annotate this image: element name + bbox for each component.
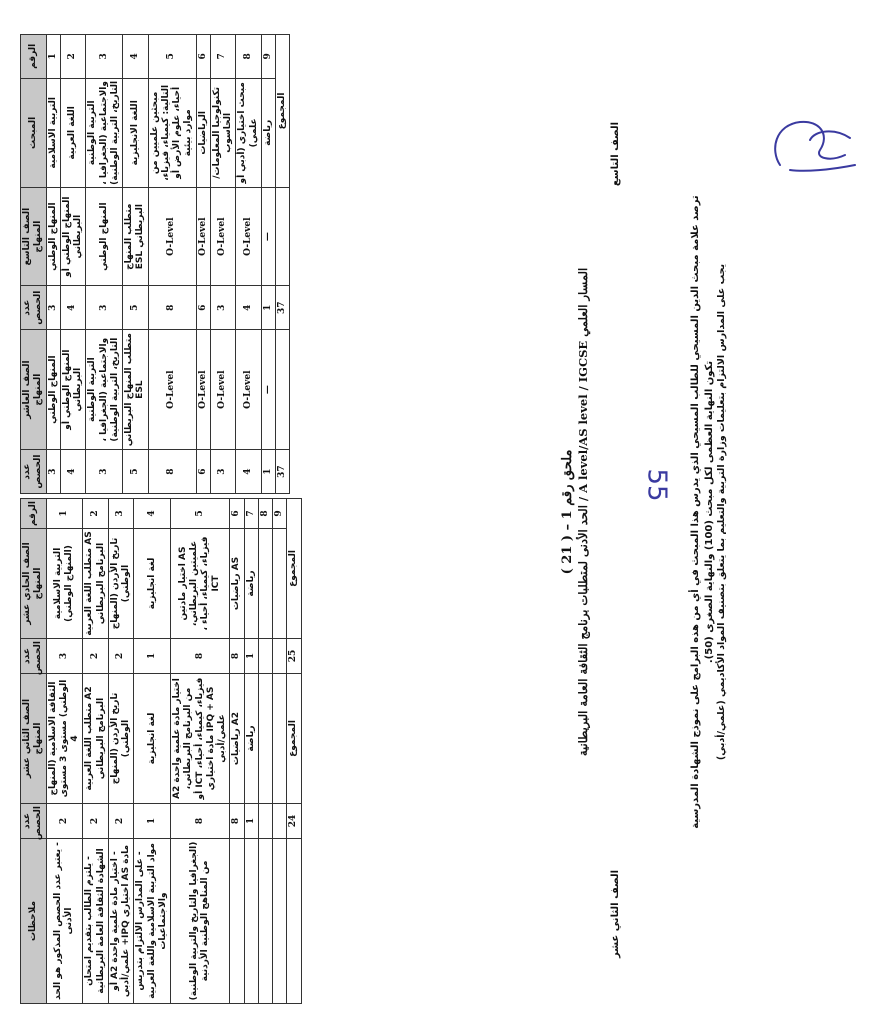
- row-g10-periods: 4: [236, 450, 262, 494]
- row-number: 2: [60, 35, 86, 79]
- row-g12-periods: 1: [244, 804, 258, 839]
- g9-curriculum-header: المنهاج: [33, 220, 44, 253]
- row-g11-curriculum: AS رياضيات: [230, 529, 244, 639]
- row-note: [273, 839, 287, 1004]
- col-g12-periods: عدد الحصص: [21, 804, 47, 839]
- table-row: [123, 35, 149, 494]
- row-number: 7: [210, 35, 236, 79]
- table-row: [210, 35, 236, 494]
- totals-g10: 37: [276, 450, 290, 494]
- totals-g12: 24: [287, 804, 301, 839]
- row-g9-curriculum: متطلب المنهاج البريطاني ESL: [123, 187, 149, 285]
- row-subject: تكنولوجيا المعلومات/ الحاسوب: [210, 78, 236, 187]
- row-g9-curriculum: المنهاج الوطني أو البريطاني: [60, 187, 86, 285]
- totals-label: المجموع: [276, 35, 290, 188]
- row-g10-periods: 3: [210, 450, 236, 494]
- grade9-label: الصف التاسع: [610, 121, 621, 187]
- col-g9-curriculum: [21, 187, 47, 285]
- row-g11-curriculum: لغة انجليزية: [134, 529, 171, 639]
- row-g12-curriculum: لغة انجليزية: [134, 674, 171, 804]
- row-g9-curriculum: O-Level: [196, 187, 210, 285]
- row-subject: مبحث اختياري (أدبي أو علمي): [236, 78, 262, 187]
- row-number: 6: [196, 35, 210, 79]
- row-g12-curriculum: رياضة: [244, 674, 258, 804]
- row-note: [258, 839, 272, 1004]
- col-g12-curriculum: [21, 674, 47, 804]
- grade12-label: الصف الثاني عشر: [610, 869, 621, 959]
- row-g11-periods: 2: [83, 639, 109, 674]
- row-number: 4: [123, 35, 149, 79]
- row-g12-curriculum: A2 رياضيات: [230, 674, 244, 804]
- row-g9-periods: 3: [210, 286, 236, 330]
- row-number: 7: [244, 499, 258, 529]
- totals-label: المجموع: [287, 499, 301, 639]
- row-note: [244, 839, 258, 1004]
- table-row: [86, 35, 123, 494]
- row-number: 8: [236, 35, 262, 79]
- annex-label: ملحق رقم: [560, 449, 575, 506]
- row-g10-curriculum: O-Level: [148, 330, 196, 450]
- table-row: [196, 35, 210, 494]
- col-g11-curriculum: [21, 529, 47, 639]
- row-g9-periods: 4: [60, 286, 86, 330]
- col-g11-periods: عدد الحصص: [21, 639, 47, 674]
- page-number: 55: [641, 468, 672, 502]
- row-g10-curriculum: المنهاج الوطني أو البريطاني: [60, 330, 86, 450]
- row-g11-curriculum: التربية الاسلامية (المنهاج الوطني): [46, 529, 83, 639]
- row-g12-curriculum: اختيار مادة علمية واحدة A2 من البرنامج البريطاني، فيزياء، كيمياء، أحياء، ICT أو IPQ + AS مادة اختياري علمي/أدبي: [171, 674, 230, 804]
- row-subject: رياضة: [261, 78, 275, 187]
- row-g9-curriculum: —: [261, 187, 275, 285]
- row-number: 1: [46, 35, 60, 79]
- row-g12-curriculum: تاريخ الأردن (المنهاج الوطني): [108, 674, 134, 804]
- row-g10-periods: 6: [196, 450, 210, 494]
- row-number: 9: [261, 35, 275, 79]
- table-grades-9-10: [20, 34, 290, 494]
- row-g9-periods: 6: [196, 286, 210, 330]
- table-row: [46, 499, 83, 1004]
- totals-g11: 25: [287, 639, 301, 674]
- table-row: [60, 35, 86, 494]
- row-g10-periods: 3: [46, 450, 60, 494]
- row-g10-curriculum: O-Level: [210, 330, 236, 450]
- row-g11-periods: 8: [230, 639, 244, 674]
- row-note: [230, 839, 244, 1004]
- signature-mark: [760, 110, 870, 180]
- row-note: - يعتبر عدد الحصص المذكور هو الحد الأدنى: [46, 839, 83, 1004]
- row-note: - يلتزم الطالب بتقديم امتحان الشهادة الثقافة العامة البريطانية: [83, 839, 109, 1004]
- row-g11-curriculum: رياضة: [244, 529, 258, 639]
- table-row: [258, 499, 272, 1004]
- row-subject: التربية الوطنية والاجتماعية (الجغرافيا ، التاريخ، التربية الوطنية): [86, 78, 123, 187]
- footnote-3: يجب على المدارس الالتزام بتعليمات وزارة التربية والتعليم بما يتعلق بتصنيف المواد الأكاديمي (علمي/أدبي): [716, 263, 727, 761]
- row-g9-curriculum: O-Level: [236, 187, 262, 285]
- row-g11-curriculum: [258, 529, 272, 639]
- row-g12-periods: 2: [108, 804, 134, 839]
- row-g12-periods: 2: [46, 804, 83, 839]
- row-g10-curriculum: متطلب المنهاج البريطاني ESL: [123, 330, 149, 450]
- row-g11-curriculum: AS اختيار مادتين علميتين البريطاني، فيزياء، كيمياء، أحياء ، ICT: [171, 529, 230, 639]
- row-g12-curriculum: [273, 674, 287, 804]
- table-row: [83, 499, 109, 1004]
- g12-header: الصف الثاني عشر: [22, 698, 32, 779]
- table-row: [236, 35, 262, 494]
- totals-row: [276, 35, 290, 494]
- row-g11-periods: [258, 639, 272, 674]
- row-g10-curriculum: —: [261, 330, 275, 450]
- row-note: - على المدارس الالتزام بتدريس مواد التربية الاسلامية واللغة العربية والاجتماعيات: [134, 839, 171, 1004]
- row-g11-periods: 3: [46, 639, 83, 674]
- table-row: [273, 499, 287, 1004]
- row-g12-periods: [273, 804, 287, 839]
- row-g11-periods: 2: [108, 639, 134, 674]
- row-g12-periods: [258, 804, 272, 839]
- row-g10-curriculum: O-Level: [236, 330, 262, 450]
- row-g11-periods: 1: [244, 639, 258, 674]
- row-number: 6: [230, 499, 244, 529]
- col-notes: ملاحظات: [21, 839, 47, 1004]
- row-number: 4: [134, 499, 171, 529]
- col-g10-periods: عدد الحصص: [21, 450, 47, 494]
- g11-curriculum-header: المنهاج: [33, 567, 44, 600]
- row-g12-periods: 8: [171, 804, 230, 839]
- table-grades-11-12: [20, 498, 302, 1004]
- row-g9-curriculum: المنهاج الوطني: [46, 187, 60, 285]
- row-g10-periods: 4: [60, 450, 86, 494]
- row-number: 5: [148, 35, 196, 79]
- row-subject: اللغة العربية: [60, 78, 86, 187]
- footnote-2: تكون النهاية العظمى لكل مبحث (100) والنهاية الصغرى (50).: [704, 360, 715, 664]
- row-g9-curriculum: O-Level: [210, 187, 236, 285]
- row-g12-curriculum: A2 متطلب اللغة العربية البرنامج البريطاني: [83, 674, 109, 804]
- row-g9-periods: 1: [261, 286, 275, 330]
- totals-label: المجموع: [287, 674, 301, 804]
- row-g10-curriculum: O-Level: [196, 330, 210, 450]
- row-g10-curriculum: التربية الوطنية والاجتماعية (الجغرافيا ، التاريخ، التربية الوطنية): [86, 330, 123, 450]
- col-number: الرقم: [21, 35, 47, 79]
- row-g9-curriculum: المنهاج الوطني: [86, 187, 123, 285]
- row-g9-curriculum: O-Level: [148, 187, 196, 285]
- table-row: [46, 35, 60, 494]
- row-g10-periods: 1: [261, 450, 275, 494]
- g9-header: الصف التاسع: [22, 207, 32, 266]
- annex-title: [560, 0, 575, 1024]
- g10-curriculum-header: المنهاج: [33, 373, 44, 406]
- table-row: [261, 35, 275, 494]
- row-g11-curriculum: [273, 529, 287, 639]
- row-subject: مبحثين علميين من التالية: كيمياء، فيزياء، أحياء، علوم الأرض أو موارد بيئية: [148, 78, 196, 187]
- row-g10-periods: 3: [86, 450, 123, 494]
- row-number: 1: [46, 499, 83, 529]
- col-subject: المبحث: [21, 78, 47, 187]
- g11-header: الصف الحادي عشر: [22, 542, 32, 625]
- row-subject: اللغة الانجليزية: [123, 78, 149, 187]
- row-g10-curriculum: المنهاج الوطني: [46, 330, 60, 450]
- row-note: (الجغرافيا والتاريخ والتربية الوطنية) من المناهج الوطنية الأردنية: [171, 839, 230, 1004]
- row-g9-periods: 5: [123, 286, 149, 330]
- row-g11-periods: 8: [171, 639, 230, 674]
- row-g9-periods: 3: [86, 286, 123, 330]
- totals-notes-spacer: [287, 839, 301, 1004]
- col-number-2: الرقم: [21, 499, 47, 529]
- row-number: 8: [258, 499, 272, 529]
- totals-g9-spacer: [276, 187, 290, 285]
- totals-row: [287, 499, 301, 1004]
- totals-g10-spacer: [276, 330, 290, 450]
- row-g11-curriculum: تاريخ الأردن (المنهاج الوطني): [108, 529, 134, 639]
- table-row: [244, 499, 258, 1004]
- row-number: 9: [273, 499, 287, 529]
- row-number: 3: [86, 35, 123, 79]
- row-g10-periods: 8: [148, 450, 196, 494]
- row-g12-periods: 8: [230, 804, 244, 839]
- row-g11-curriculum: AS متطلب اللغة العربية البرنامج البريطاني: [83, 529, 109, 639]
- g10-header: الصف العاشر: [22, 360, 32, 419]
- row-subject: التربية الاسلامية: [46, 78, 60, 187]
- program-title: المسار العلمي A level/AS level / IGCSE / الحد الأدنى لمتطلبات برنامج الثقافة العامة البريطانية: [576, 267, 590, 757]
- row-note: - اختيار مادة علمية واحدة A2 أو مادة AS اختياري IPQ+ علمي/أدبي: [108, 839, 134, 1004]
- row-g9-periods: 8: [148, 286, 196, 330]
- col-g10-curriculum: [21, 330, 47, 450]
- row-g10-periods: 5: [123, 450, 149, 494]
- row-g9-periods: 4: [236, 286, 262, 330]
- table-row: [230, 499, 244, 1004]
- row-number: 2: [83, 499, 109, 529]
- col-g9-periods: عدد الحصص: [21, 286, 47, 330]
- row-subject: الرياضيات: [196, 78, 210, 187]
- row-number: 5: [171, 499, 230, 529]
- totals-g9: 37: [276, 286, 290, 330]
- annex-number: 1 – ( 21 ): [560, 510, 575, 575]
- row-number: 3: [108, 499, 134, 529]
- table-row: [148, 35, 196, 494]
- row-g11-periods: [273, 639, 287, 674]
- row-g12-curriculum: الثقافة الاسلامية (المنهاج الوطني) مستوى 3 مستوى 4: [46, 674, 83, 804]
- g12-curriculum-header: المنهاج: [33, 722, 44, 755]
- table-row: [108, 499, 134, 1004]
- row-g12-curriculum: [258, 674, 272, 804]
- table-row: [134, 499, 171, 1004]
- row-g12-periods: 2: [83, 804, 109, 839]
- row-g9-periods: 3: [46, 286, 60, 330]
- table-row: [171, 499, 230, 1004]
- footnote-1: ترصد علامة مبحث الدين المسيحي للطالب المسيحي الذي يدرس هذا المبحث في أي من هذه البرامج على نموذج الشهادة المدرسية: [690, 195, 701, 829]
- row-g12-periods: 1: [134, 804, 171, 839]
- row-g11-periods: 1: [134, 639, 171, 674]
